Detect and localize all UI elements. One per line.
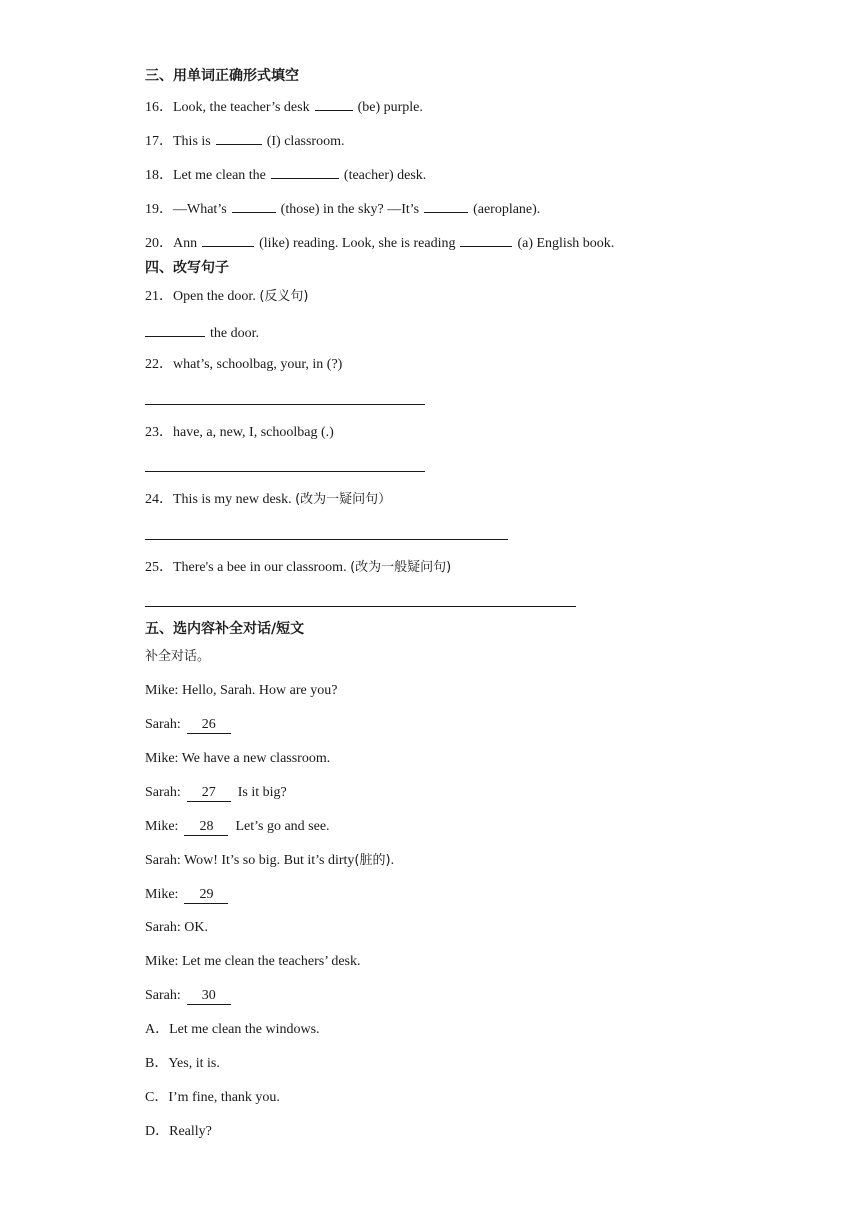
dialog-text: Sarah: Wow! It’s so big. But it’s dirty [145, 853, 355, 868]
question-note: (改为一疑问句） [295, 492, 392, 507]
answer-blank[interactable] [460, 231, 512, 247]
answer-blank[interactable] [202, 231, 254, 247]
dialog-line [145, 851, 394, 871]
dialog-blank-26[interactable]: 26 [187, 717, 231, 734]
question-number: 24． [145, 492, 173, 507]
question-text: —What’s [173, 202, 227, 217]
question-text: (teacher) desk. [343, 168, 427, 183]
dialog-speaker: Sarah: [145, 785, 181, 800]
dialog-speaker: Sarah: [145, 717, 181, 732]
question-number: 17． [145, 134, 173, 149]
answer-blank[interactable] [145, 321, 205, 337]
question-24 [145, 490, 391, 510]
option-d[interactable]: D．Really? [145, 1124, 212, 1139]
dialog-line [145, 715, 231, 735]
question-number: 20． [145, 236, 173, 251]
question-note: (改为一般疑问句) [350, 560, 452, 575]
answer-blank[interactable] [315, 95, 353, 111]
dialog-text: . [390, 853, 395, 868]
option-c[interactable]: C．I’m fine, thank you. [145, 1090, 280, 1105]
question-text: Let me clean the [173, 168, 266, 183]
section-5-title: 五、选内容补全对话/短文 [145, 621, 305, 637]
question-text: (aeroplane). [473, 202, 541, 217]
dialog-text: Is it big? [237, 785, 287, 800]
dialog-blank-30[interactable]: 30 [187, 988, 231, 1005]
question-text: Ann [173, 236, 198, 251]
question-25 [145, 558, 451, 578]
question-text: (a) English book. [517, 236, 615, 251]
answer-line[interactable] [145, 404, 425, 405]
question-text: (be) purple. [357, 100, 423, 115]
answer-blank[interactable] [424, 197, 468, 213]
dialog-line: Sarah: OK. [145, 920, 208, 935]
question-text: This is my new desk. [173, 492, 296, 507]
question-text: (I) classroom. [266, 134, 345, 149]
question-text: (those) in the sky? —It’s [280, 202, 420, 217]
question-text: There's a bee in our classroom. [173, 560, 351, 575]
answer-blank[interactable] [271, 163, 339, 179]
section-4-title: 四、改写句子 [145, 260, 229, 276]
dialog-blank-27[interactable]: 27 [187, 785, 231, 802]
question-text: what’s, schoolbag, your, in (?) [173, 357, 343, 372]
question-note: (反义句) [259, 289, 309, 304]
section-5-instruction: 补全对话。 [145, 649, 211, 664]
dialog-line [145, 986, 231, 1006]
question-18 [145, 163, 426, 186]
question-text: Look, the teacher’s desk [173, 100, 310, 115]
answer-line[interactable] [145, 606, 576, 607]
dialog-text: Let’s go and see. [235, 819, 330, 834]
dialog-line [145, 783, 287, 803]
dialog-note: (脏的) [354, 853, 391, 868]
question-number: 19． [145, 202, 173, 217]
question-23 [145, 423, 334, 443]
question-text: the door. [210, 326, 259, 341]
question-16 [145, 95, 423, 118]
answer-blank[interactable] [232, 197, 276, 213]
question-number: 21． [145, 289, 173, 304]
question-20 [145, 231, 614, 254]
section-3-title: 三、用单词正确形式填空 [145, 68, 299, 84]
question-text: This is [173, 134, 211, 149]
option-a[interactable]: A．Let me clean the windows. [145, 1022, 320, 1037]
question-text: have, a, new, I, schoolbag (.) [173, 425, 334, 440]
question-number: 23． [145, 425, 173, 440]
question-21 [145, 287, 308, 307]
answer-line[interactable] [145, 539, 508, 540]
question-17 [145, 129, 345, 152]
question-number: 22． [145, 357, 173, 372]
question-number: 25． [145, 560, 173, 575]
question-19 [145, 197, 540, 220]
dialog-speaker: Mike: [145, 887, 179, 902]
dialog-blank-29[interactable]: 29 [184, 887, 228, 904]
question-22 [145, 355, 342, 375]
dialog-line: Mike: Hello, Sarah. How are you? [145, 683, 338, 698]
dialog-line [145, 817, 330, 837]
dialog-speaker: Mike: [145, 819, 179, 834]
dialog-blank-28[interactable]: 28 [184, 819, 228, 836]
question-number: 16． [145, 100, 173, 115]
question-number: 18． [145, 168, 173, 183]
question-21-answer-line [145, 321, 259, 344]
question-text: Open the door. [173, 289, 260, 304]
question-text: (like) reading. Look, she is reading [259, 236, 456, 251]
answer-line[interactable] [145, 471, 425, 472]
dialog-line: Mike: Let me clean the teachers’ desk. [145, 954, 361, 969]
answer-blank[interactable] [216, 129, 262, 145]
dialog-line: Mike: We have a new classroom. [145, 751, 331, 766]
option-b[interactable]: B．Yes, it is. [145, 1056, 220, 1071]
dialog-speaker: Sarah: [145, 988, 181, 1003]
dialog-line [145, 885, 228, 905]
